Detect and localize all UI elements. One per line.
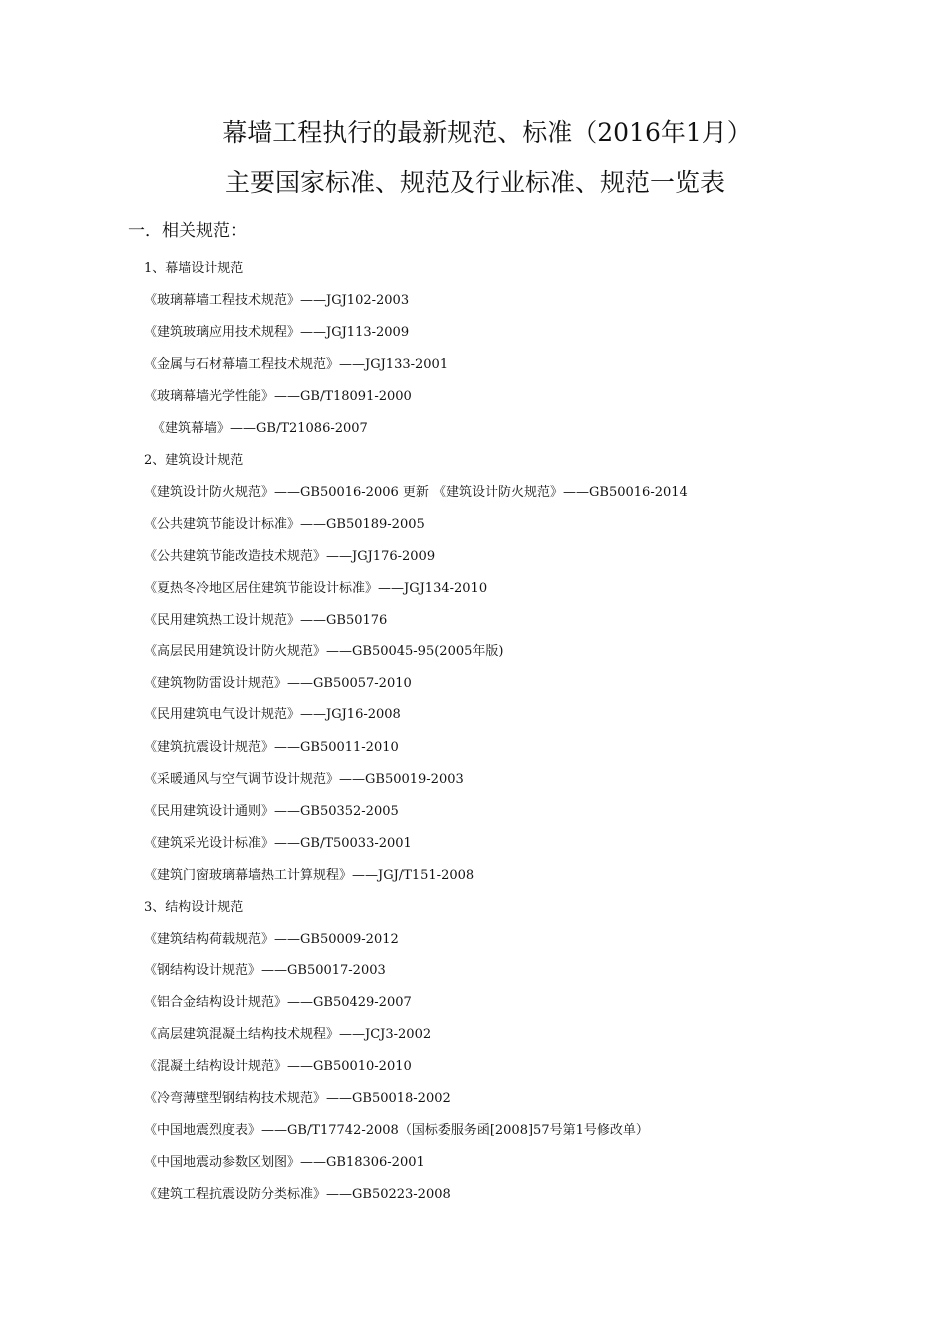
line-9: 《公共建筑节能改造技术规范》——JGJ176-2009: [144, 549, 436, 564]
line-8: 《公共建筑节能设计标准》——GB50189-2005: [144, 517, 425, 532]
line-22: 《钢结构设计规范》——GB50017-2003: [144, 963, 386, 978]
line-26: 《冷弯薄壁型钢结构技术规范》——GB50018-2002: [144, 1091, 451, 1106]
line-29: 《建筑工程抗震设防分类标准》——GB50223-2008: [144, 1187, 451, 1202]
line-5: 《建筑幕墙》——GB/T21086-2007: [152, 421, 368, 436]
line-6: 2、建筑设计规范: [144, 453, 244, 468]
line-1: 《玻璃幕墙工程技术规范》——JGJ102-2003: [144, 293, 410, 308]
line-23: 《铝合金结构设计规范》——GB50429-2007: [144, 995, 412, 1010]
line-25: 《混凝土结构设计规范》——GB50010-2010: [144, 1059, 412, 1074]
line-14: 《民用建筑电气设计规范》——JGJ16-2008: [144, 707, 401, 722]
line-15: 《建筑抗震设计规范》——GB50011-2010: [144, 740, 399, 755]
line-7: 《建筑设计防火规范》——GB50016-2006 更新 《建筑设计防火规范》——GB50016-2014: [144, 485, 688, 500]
line-11: 《民用建筑热工设计规范》——GB50176: [144, 613, 388, 628]
line-18: 《建筑采光设计标准》——GB/T50033-2001: [144, 836, 412, 851]
line-3: 《金属与石材幕墙工程技术规范》——JGJ133-2001: [144, 357, 449, 372]
line-20: 3、结构设计规范: [144, 900, 244, 915]
document-subtitle: 主要国家标准、规范及行业标准、规范一览表: [224, 168, 725, 197]
line-13: 《建筑物防雷设计规范》——GB50057-2010: [144, 676, 412, 691]
line-0: 1、幕墙设计规范: [144, 261, 244, 276]
line-4: 《玻璃幕墙光学性能》——GB/T18091-2000: [144, 389, 412, 404]
document-title: 幕墙工程执行的最新规范、标准（2016年1月）: [222, 118, 752, 147]
line-17: 《民用建筑设计通则》——GB50352-2005: [144, 804, 399, 819]
line-19: 《建筑门窗玻璃幕墙热工计算规程》——JGJ/T151-2008: [144, 868, 475, 883]
line-10: 《夏热冬冷地区居住建筑节能设计标准》——JGJ134-2010: [144, 581, 488, 596]
line-2: 《建筑玻璃应用技术规程》——JGJ113-2009: [144, 325, 410, 340]
section-heading: 一．相关规范：: [128, 221, 247, 241]
line-28: 《中国地震动参数区划图》——GB18306-2001: [144, 1155, 425, 1170]
line-24: 《高层建筑混凝土结构技术规程》——JCJ3-2002: [144, 1027, 432, 1042]
line-12: 《高层民用建筑设计防火规范》——GB50045-95(2005年版): [144, 644, 504, 659]
line-21: 《建筑结构荷载规范》——GB50009-2012: [144, 932, 399, 947]
line-27: 《中国地震烈度表》——GB/T17742-2008（国标委服务函[2008]57号第1号修改单）: [144, 1123, 649, 1138]
line-16: 《采暖通风与空气调节设计规范》——GB50019-2003: [144, 772, 464, 787]
